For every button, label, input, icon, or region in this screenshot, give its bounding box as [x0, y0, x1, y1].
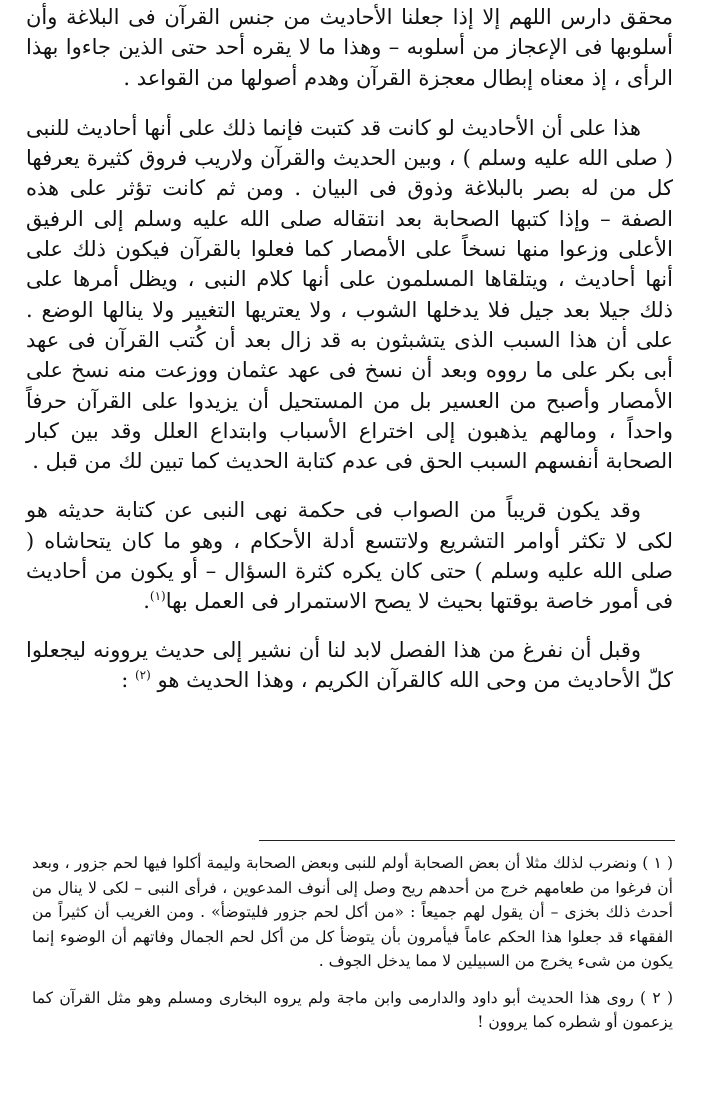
footnote-ref-2: (٢) [134, 667, 151, 682]
footnote-2: ( ٢ ) روى هذا الحديث أبو داود والدارمى وابن ماجة ولم يروه البخارى ومسلم وهو مثل القرآن كما يزعمون أو شطره كما يروون ! [32, 988, 673, 1031]
footnote-1: ( ١ ) ونضرب لذلك مثلا أن بعض الصحابة أولم للنبى وبعض الصحابة وليمة أكلوا فيها لحم جزور ، وبعد أن فرغوا من طعامهم خرج من أحدهم ريح وصل إلى أنوف المدعوين ، فرأى النبى – لكى لا ينال من أحدث ذلك بخزى – أن يقول لهم جميعاً : «من أكل لحم جزور فليتوضأ» . ومن الغريب أن كثيراً من الفقهاء قد جعلوا هذا الحكم عاماً فيأمرون بأن يتوضأ كل من أكل لحم الجمال وفاتهم أن الوضوء إنما يكون من شىء يخرج من السبيلين لا مما يدخل الجوف . [32, 854, 673, 970]
footnote-ref-1: (١) [149, 589, 166, 604]
paragraph-3-text: وقد يكون قريباً من الصواب فى حكمة نهى النبى عن كتابة حديثه هو لكى لا تكثر أوامر التشريع ولاتتسع أدلة الأحكام ، وهو ما كان يتحاشاه ( صلى الله عليه وسلم ) حتى كان يكره كثرة السؤال – أو يكون من أحاديث فى أمور خاصة بوقتها بحيث لا يصح الاستمرار فى العمل بها [26, 498, 673, 614]
footnotes [32, 851, 673, 1035]
paragraph-1: محقق دارس اللهم إلا إذا جعلنا الأحاديث من جنس القرآن فى البلاغة وأن أسلوبها فى الإعجاز من أسلوبه – وهذا ما لا يقره أحد حتى الذين جاءوا بهذا الرأى ، إذ معناه إبطال معجزة القرآن وهدم أصولها من القواعد . [26, 5, 673, 90]
main-text [26, 2, 673, 695]
paragraph-4-text: وقبل أن نفرغ من هذا الفصل لابد لنا أن نشير إلى حديث يروونه ليجعلوا كلّ الأحاديث من وحى الله كالقرآن الكريم ، وهذا الحديث هو [26, 637, 673, 692]
paragraph-3 [26, 495, 673, 616]
footnote-divider [259, 840, 675, 841]
paragraph-4-end: : [121, 667, 135, 692]
paragraph-4 [26, 635, 673, 696]
paragraph-3-end: . [143, 589, 150, 614]
paragraph-2: هذا على أن الأحاديث لو كانت قد كتبت فإنما ذلك على أنها أحاديث للنبى ( صلى الله عليه وسلم ) ، وبين الحديث والقرآن ولاريب فروق كثيرة يعرفها كل من له بصر بالبلاغة وذوق فى البيان . ومن ثم كانت تؤثر على هذه الصفة – وإذا كتبها الصحابة بعد انتقاله صلى الله عليه وسلم إلى الرفيق الأعلى وزعوا منها نسخاً على الأمصار كما فعلوا بالقرآن فيكون ذلك على أنها أحاديث ، ويتلقاها المسلمون على أنها كلام النبى ، ويظل أمرها على ذلك جيلا بعد جيل فلا يدخلها الشوب ، ولا يعتريها التغيير ولا ينالها الوضع . على أن هذا السبب الذى يتشبثون به قد زال بعد أن كُتب القرآن فى عهد أبى بكر على ما رووه وبعد أن نسخ فى عهد عثمان ووزعت منه نسخ على الأمصار وأصبح من العسير بل من المستحيل أن يزيدوا على القرآن حرفاً واحداً ، ومالهم يذهبون إلى اختراع الأسباب وابتداع العلل وقد بين كبار الصحابة أنفسهم السبب الحق فى عدم كتابة الحديث كما تبين لك من قبل . [26, 115, 674, 474]
